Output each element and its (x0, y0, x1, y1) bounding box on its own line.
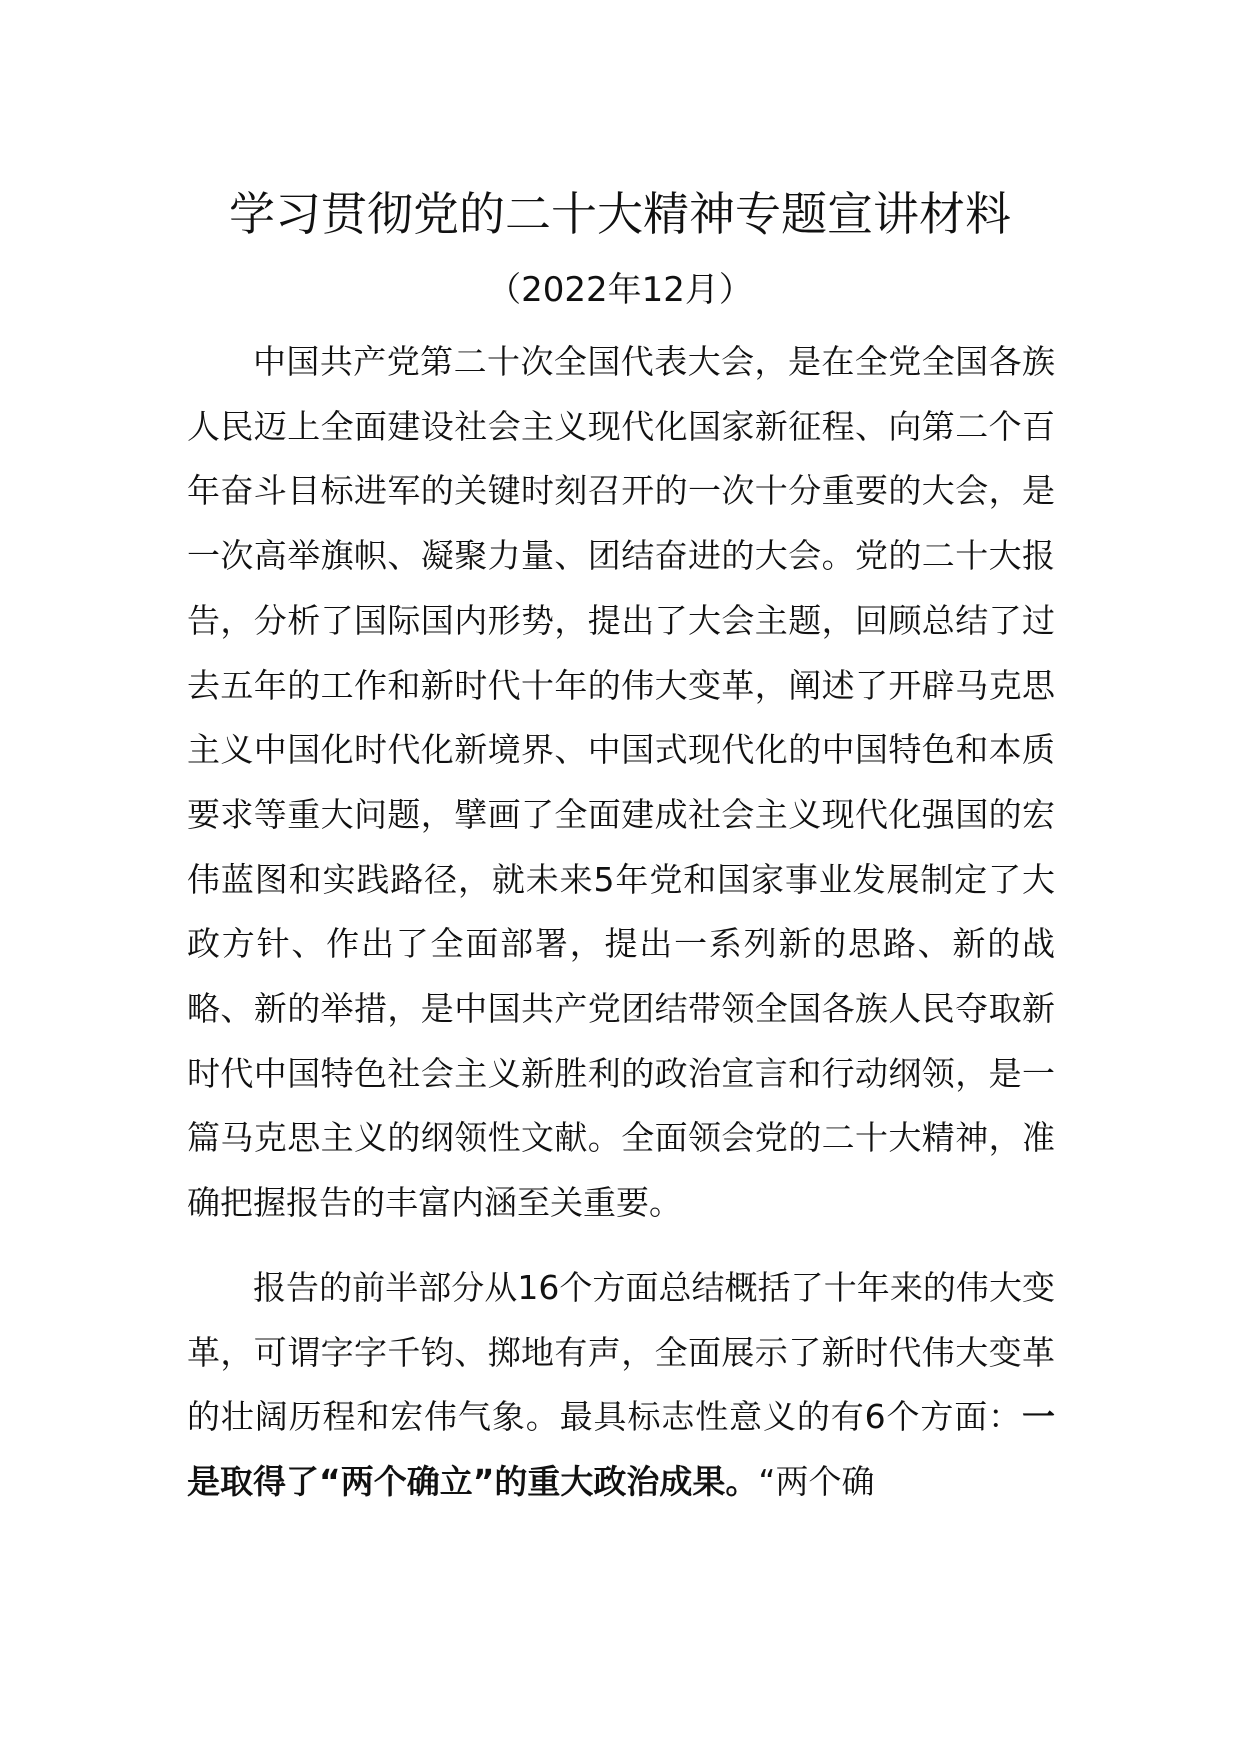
document-date: （2022年12月） (487, 270, 753, 310)
paragraph-2 (187, 1256, 1055, 1515)
paragraph-2-lead: 报告的前半部分从16个方面总结概括了十年来的伟大变革，可谓字字千钧、掷地有声，全面展示了新时代伟大变革的壮阔历程和宏伟气象。最具标志性意义的有6个方面： (187, 1267, 1055, 1437)
paragraph-2-bold-point: 一是取得了“两个确立”的重大政治成果。 (187, 1397, 1055, 1501)
paragraph-2-tail: “两个确 (758, 1461, 875, 1501)
paragraph-1: 中国共产党第二十次全国代表大会，是在全党全国各族人民迈上全面建设社会主义现代化国家新征程、向第二个百年奋斗目标进军的关键时刻召开的一次十分重要的大会，是一次高举旗帜、凝聚力量、团结奋进的大会。党的二十大报告，分析了国际国内形势，提出了大会主题，回顾总结了过去五年的工作和新时代十年的伟大变革，阐述了开辟马克思主义中国化时代化新境界、中国式现代化的中国特色和本质要求等重大问题，擘画了全面建成社会主义现代化强国的宏伟蓝图和实践路径，就未来5年党和国家事业发展制定了大政方针、作出了全面部署，提出一系列新的思路、新的战略、新的举措，是中国共产党团结带领全国各族人民夺取新时代中国特色社会主义新胜利的政治宣言和行动纲领，是一篇马克思主义的纲领性文献。全面领会党的二十大精神，准确把握报告的丰富内涵至关重要。 (187, 342, 1055, 1223)
document-body (187, 330, 1055, 1515)
document-title: 学习贯彻党的二十大精神专题宣讲材料 (229, 187, 1011, 241)
